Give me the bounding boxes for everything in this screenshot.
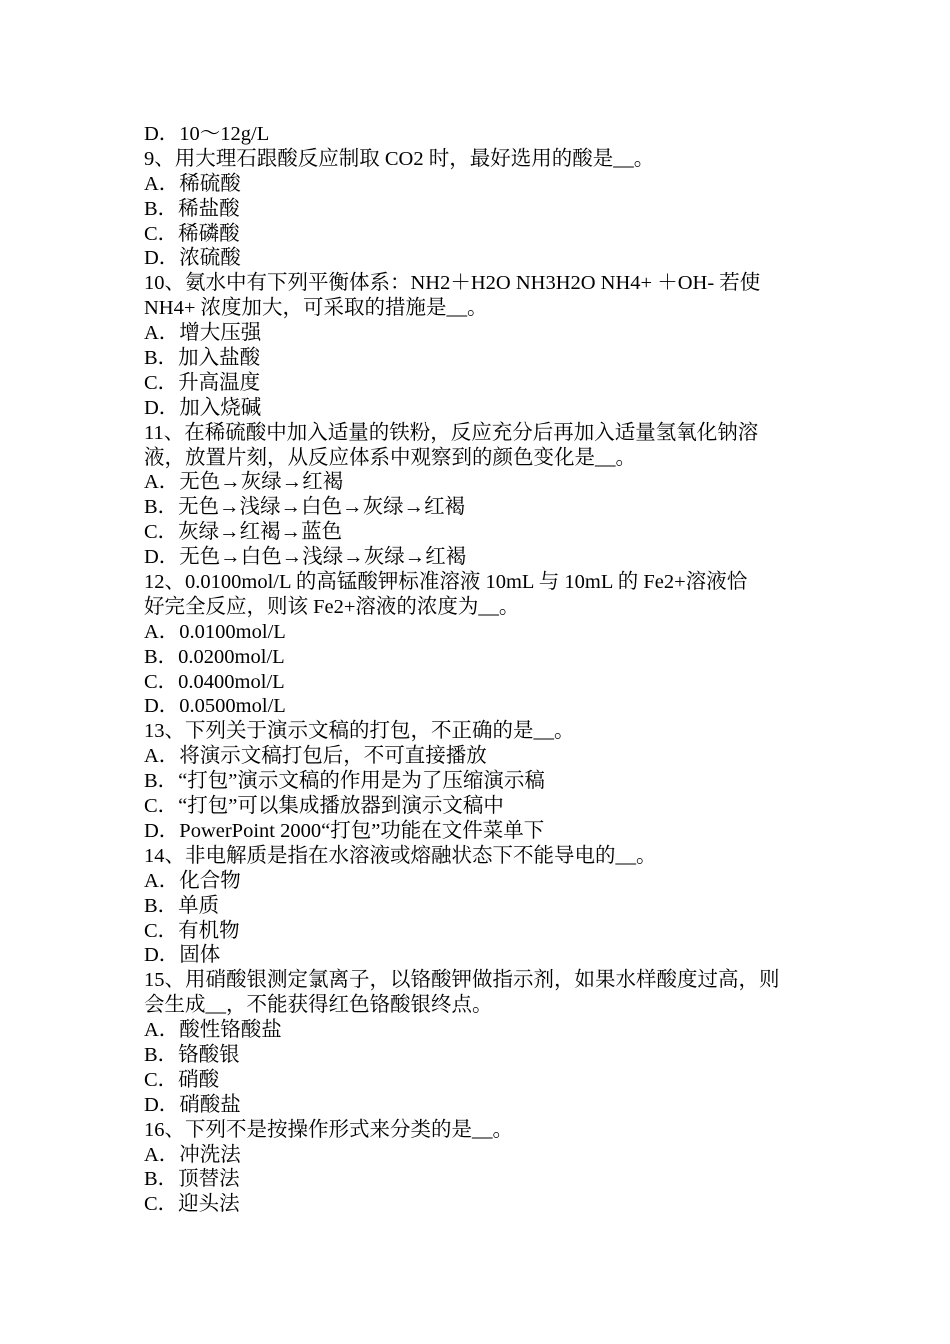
option-line: D．固体 (144, 944, 221, 967)
option-line: A．0.0100mol/L (144, 620, 286, 643)
option-line: C．稀磷酸 (144, 222, 240, 245)
question-10-continued: NH4+ 浓度加大，可采取的措施是__。 (144, 297, 488, 320)
option-line: D．加入烧碱 (144, 396, 262, 419)
option-line: C．灰绿→红褐→蓝色 (144, 521, 343, 544)
option-line: B．单质 (144, 894, 220, 917)
option-line: C．0.0400mol/L (144, 670, 285, 693)
option-line: B．无色→浅绿→白色→灰绿→红褐 (144, 496, 466, 519)
option-line: B．铬酸银 (144, 1043, 240, 1066)
option-line: B．稀盐酸 (144, 197, 240, 220)
option-line: C．有机物 (144, 919, 240, 942)
question-16: 16、下列不是按操作形式来分类的是__。 (144, 1118, 513, 1141)
option-line: C．“打包”可以集成播放器到演示文稿中 (144, 795, 504, 818)
option-line: D．10～12g/L (144, 123, 270, 145)
option-line: D．0.0500mol/L (144, 695, 286, 718)
option-line: A．化合物 (144, 869, 241, 892)
question-11-continued: 液，放置片刻，从反应体系中观察到的颜色变化是__。 (144, 446, 636, 469)
option-line: A．稀硫酸 (144, 172, 241, 195)
option-line: B．“打包”演示文稿的作用是为了压缩演示稿 (144, 770, 545, 793)
option-line: A．增大压强 (144, 322, 262, 345)
option-line: B．加入盐酸 (144, 347, 261, 370)
question-9: 9、用大理石跟酸反应制取 CO2 时，最好选用的酸是__。 (144, 147, 655, 170)
question-12-continued: 好完全反应，则该 Fe2+溶液的浓度为__。 (144, 595, 520, 618)
option-line: D．硝酸盐 (144, 1093, 241, 1116)
option-line: B．顶替法 (144, 1168, 240, 1191)
document-body (144, 122, 812, 1217)
option-line: D．PowerPoint 2000“打包”功能在文件菜单下 (144, 819, 545, 842)
question-12: 12、0.0100mol/L 的高锰酸钾标准溶液 10mL 与 10mL 的 Fe2+溶液恰 (144, 571, 748, 594)
option-line: A．冲洗法 (144, 1143, 241, 1166)
option-line: C．升高温度 (144, 371, 261, 394)
question-10: 10、氨水中有下列平衡体系：NH2＋H2O NH3H2O NH4+ ＋OH- 若使 (144, 272, 761, 295)
option-line: A．酸性铬酸盐 (144, 1019, 282, 1042)
question-14: 14、非电解质是指在水溶液或熔融状态下不能导电的__。 (144, 844, 657, 867)
question-15: 15、用硝酸银测定氯离子，以铬酸钾做指示剂，如果水样酸度过高，则 (144, 969, 780, 992)
option-line: C．硝酸 (144, 1068, 220, 1091)
question-13: 13、下列关于演示文稿的打包，不正确的是__。 (144, 720, 575, 743)
option-line: D．无色→白色→浅绿→灰绿→红褐 (144, 546, 467, 569)
option-line: C．迎头法 (144, 1193, 240, 1216)
option-line: A．将演示文稿打包后，不可直接播放 (144, 745, 487, 768)
question-11: 11、在稀硫酸中加入适量的铁粉，反应充分后再加入适量氢氧化钠溶 (144, 421, 759, 444)
question-15-continued: 会生成__，不能获得红色铬酸银终点。 (144, 994, 493, 1017)
option-line: B．0.0200mol/L (144, 645, 285, 668)
option-line: A．无色→灰绿→红褐 (144, 471, 344, 494)
option-line: D．浓硫酸 (144, 247, 241, 270)
